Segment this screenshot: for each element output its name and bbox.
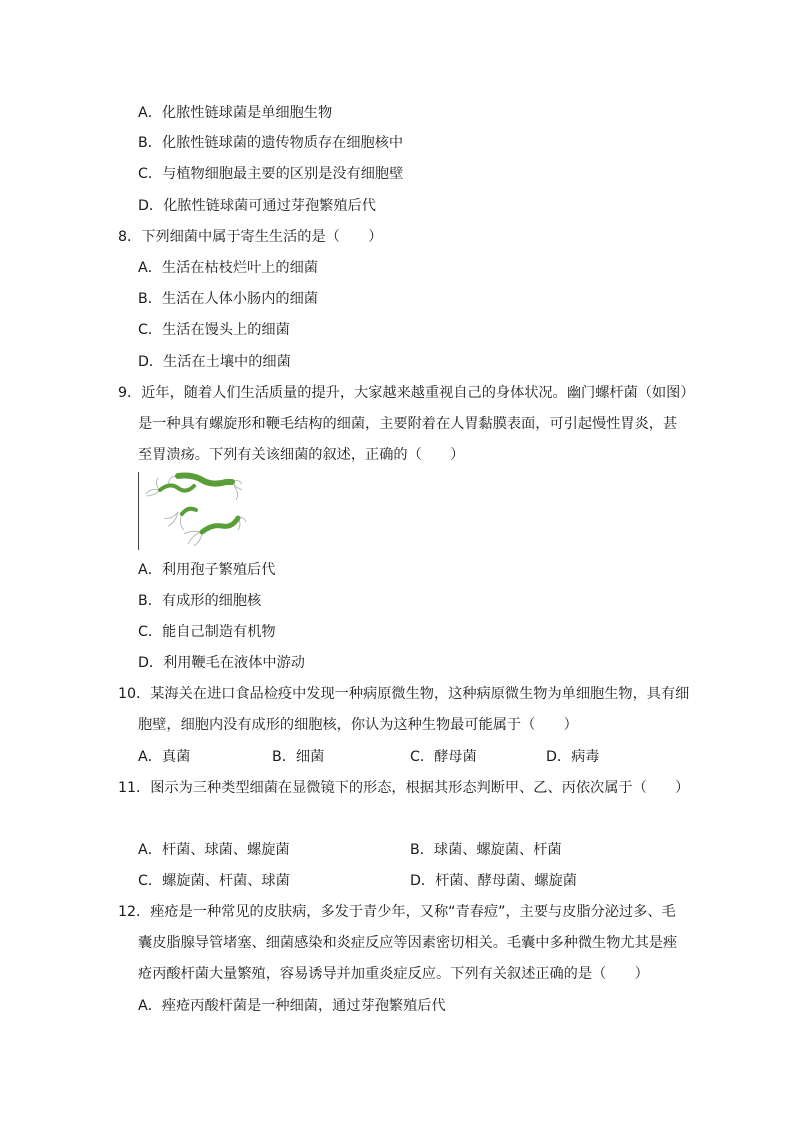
q7-option-a: A．化脓性链球菌是单细胞生物 xyxy=(138,105,333,121)
figure-border xyxy=(138,472,139,550)
q11-option-a: A．杆菌、球菌、螺旋菌 xyxy=(138,842,290,858)
q9-option-a: A．利用孢子繁殖后代 xyxy=(138,562,276,578)
q8-option-d: D．生活在土壤中的细菌 xyxy=(138,354,291,370)
q11-option-b: B．球菌、螺旋菌、杆菌 xyxy=(410,842,562,858)
q10-option-c: C．酵母菌 xyxy=(410,749,477,765)
q7-option-b: B．化脓性链球菌的遗传物质存在细胞核中 xyxy=(138,135,404,151)
q12-stem-line-3: 疮丙酸杆菌大量繁殖，容易诱导并加重炎症反应。下列有关叙述正确的是（ ） xyxy=(138,966,649,982)
q9-option-d: D．利用鞭毛在液体中游动 xyxy=(138,655,305,671)
q11-option-d: D．杆菌、酵母菌、螺旋菌 xyxy=(410,873,577,889)
q12-stem-line-1: 12．痤疮是一种常见的皮肤病，多发于青少年，又称“青春痘”，主要与皮脂分泌过多、毛 xyxy=(118,904,676,920)
q8-option-b: B．生活在人体小肠内的细菌 xyxy=(138,291,318,307)
bacteria-illustration xyxy=(138,472,248,550)
q10-option-d: D．病毒 xyxy=(546,749,600,765)
q9-stem-line-3: 至胃溃疡。下列有关该细菌的叙述，正确的（ ） xyxy=(138,447,465,463)
q12-stem-line-2: 囊皮脂腺导管堵塞、细菌感染和炎症反应等因素密切相关。毛囊中多种微生物尤其是痤 xyxy=(138,935,678,951)
q9-option-b: B．有成形的细胞核 xyxy=(138,593,262,609)
q10-option-a: A．真菌 xyxy=(138,749,191,765)
q10-option-b: B．细菌 xyxy=(272,749,325,765)
q10-stem-line-1: 10．某海关在进口食品检疫中发现一种病原微生物，这种病原微生物为单细胞生物，具有细 xyxy=(118,686,690,702)
helicobacter-figure xyxy=(138,472,248,550)
q10-stem-line-2: 胞壁，细胞内没有成形的细胞核，你认为这种生物最可能属于（ ） xyxy=(138,717,578,733)
q9-stem-line-1: 9．近年，随着人们生活质量的提升，大家越来越重视自己的身体状况。幽门螺杆菌（如图） xyxy=(118,385,695,401)
q11-stem: 11．图示为三种类型细菌在显微镜下的形态，根据其形态判断甲、乙、丙依次属于（ ） xyxy=(118,780,690,796)
q12-option-a: A．痤疮丙酸杆菌是一种细菌，通过芽孢繁殖后代 xyxy=(138,998,446,1014)
q9-stem-line-2: 是一种具有螺旋形和鞭毛结构的细菌，主要附着在人胃黏膜表面，可引起慢性胃炎，甚 xyxy=(138,416,678,432)
q11-option-c: C．螺旋菌、杆菌、球菌 xyxy=(138,873,290,889)
q9-option-c: C．能自己制造有机物 xyxy=(138,624,276,640)
q8-option-a: A．生活在枯枝烂叶上的细菌 xyxy=(138,260,318,276)
q7-option-d: D．化脓性链球菌可通过芽孢繁殖后代 xyxy=(138,198,376,214)
q8-option-c: C．生活在馒头上的细菌 xyxy=(138,322,290,338)
q7-option-c: C．与植物细胞最主要的区别是没有细胞壁 xyxy=(138,166,404,182)
q8-stem: 8．下列细菌中属于寄生生活的是（ ） xyxy=(118,229,383,245)
